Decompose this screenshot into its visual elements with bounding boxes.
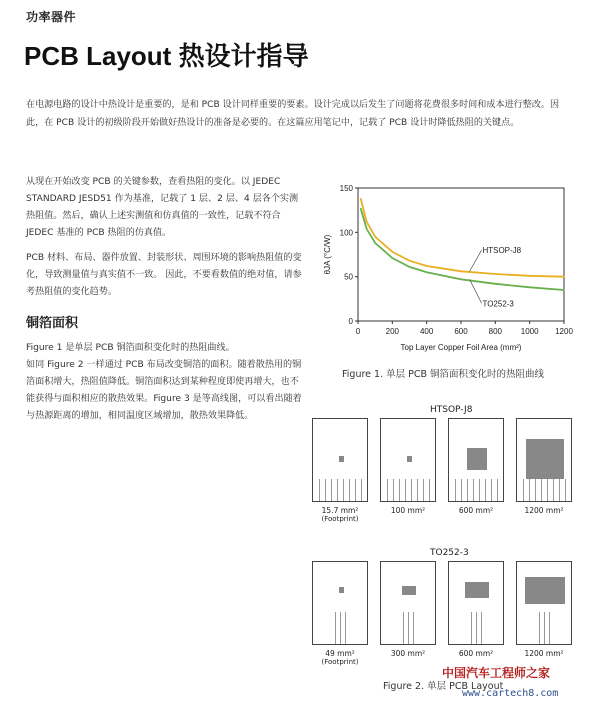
pcb-trace bbox=[403, 612, 404, 644]
series-label: HTSOP-J8 bbox=[482, 246, 522, 256]
body-text-column bbox=[26, 174, 304, 433]
pcb-trace bbox=[399, 479, 400, 501]
data-point bbox=[409, 260, 410, 261]
pcb-trace bbox=[467, 479, 468, 501]
y-tick-label: 50 bbox=[344, 272, 353, 282]
paragraph-3: Figure 1 是单层 PCB 铜箔面积变化时的热阻曲线。 bbox=[26, 343, 235, 353]
pcb-trace bbox=[335, 612, 336, 644]
y-tick-label: 100 bbox=[339, 228, 353, 238]
series-label-leader bbox=[470, 279, 482, 303]
copper-pad bbox=[339, 587, 344, 593]
pcb-trace bbox=[429, 479, 430, 501]
pcb-trace bbox=[491, 479, 492, 501]
layout-panel bbox=[516, 561, 572, 645]
pcb-trace bbox=[479, 479, 480, 501]
layout-panel bbox=[380, 561, 436, 645]
data-point bbox=[409, 266, 410, 267]
copper-pad bbox=[407, 456, 412, 462]
x-axis-label: Top Layer Copper Foil Area (mm²) bbox=[400, 343, 522, 352]
pcb-trace bbox=[461, 479, 462, 501]
pcb-trace bbox=[485, 479, 486, 501]
pcb-trace bbox=[553, 479, 554, 501]
layout-panel bbox=[312, 561, 368, 645]
y-tick-label: 0 bbox=[348, 317, 353, 326]
data-point bbox=[426, 265, 427, 266]
pcb-trace bbox=[361, 479, 362, 501]
paragraph-2: PCB 材料、布局、器件放置、封装形状、周围环境的影响热阻值的变化，导致测量值与真实值不一致。 因此，不要看数值的绝对值，请参考热阻值的变化趋势。 bbox=[26, 253, 302, 297]
x-tick-label: 800 bbox=[488, 327, 503, 336]
pcb-trace bbox=[408, 612, 409, 644]
copper-pad bbox=[525, 577, 565, 604]
panel-area-label: 600 mm² bbox=[458, 649, 494, 658]
data-point bbox=[426, 272, 427, 273]
data-point bbox=[495, 283, 496, 284]
category-label: 功率器件 bbox=[26, 10, 77, 24]
footprint-note: (Footprint) bbox=[321, 658, 359, 666]
pcb-trace bbox=[565, 479, 566, 501]
pcb-trace bbox=[559, 479, 560, 501]
data-point bbox=[529, 287, 530, 288]
layout-panel bbox=[448, 418, 504, 502]
pcb-trace bbox=[547, 479, 548, 501]
pcb-trace bbox=[473, 479, 474, 501]
pcb-trace bbox=[325, 479, 326, 501]
x-tick-label: 400 bbox=[419, 327, 434, 336]
pcb-trace bbox=[349, 479, 350, 501]
watermark-text: 中国汽车工程师之家 bbox=[442, 666, 551, 680]
pcb-trace bbox=[476, 612, 477, 644]
copper-pad bbox=[339, 456, 344, 462]
pcb-trace bbox=[413, 612, 414, 644]
x-tick-label: 600 bbox=[454, 327, 468, 336]
pcb-trace bbox=[523, 479, 524, 501]
series-line-2 bbox=[361, 208, 564, 290]
pcb-trace bbox=[387, 479, 388, 501]
copper-pad bbox=[467, 448, 487, 470]
data-point bbox=[375, 242, 376, 243]
layout-panel bbox=[312, 418, 368, 502]
pcb-trace bbox=[331, 479, 332, 501]
y-tick-label: 150 bbox=[339, 184, 353, 193]
pcb-trace bbox=[529, 479, 530, 501]
watermark-url: www.cartech8.com bbox=[462, 688, 559, 699]
figure2-caption: Figure 2. 单层 PCB Layout bbox=[383, 681, 504, 692]
paragraph-4: 如同 Figure 2 一样通过 PCB 布局改变铜箔的面积。随着散热用的铜箔面积增大，热阻值降低。铜箔面积达到某种程度即使再增大，也不能获得与面积相应的散热效果。Figure 3 是等高线图，可以看出随着与热源距离的增加，相同温度区域增加，散热效果降低。 bbox=[26, 360, 302, 421]
copper-pad bbox=[402, 586, 415, 595]
pcb-trace bbox=[471, 612, 472, 644]
panel-area-label: 300 mm² bbox=[390, 649, 426, 658]
series-line-1 bbox=[361, 199, 564, 277]
data-point bbox=[360, 208, 361, 209]
figure2-group-title: TO252-3 bbox=[430, 548, 469, 558]
page-title: PCB Layout 热设计指导 bbox=[24, 41, 309, 71]
copper-pad bbox=[465, 582, 489, 599]
data-point bbox=[392, 257, 393, 258]
pcb-trace bbox=[343, 479, 344, 501]
layout-panel bbox=[380, 418, 436, 502]
panel-area-label: 1200 mm² bbox=[524, 506, 564, 515]
chart-svg bbox=[318, 180, 580, 360]
figure2-group-title: HTSOP-J8 bbox=[430, 405, 473, 415]
section-title: 铜箔面积 bbox=[26, 316, 79, 331]
pcb-trace bbox=[539, 612, 540, 644]
data-point bbox=[529, 275, 530, 276]
figure1-caption: Figure 1. 单层 PCB 铜箔面积变化时的热阻曲线 bbox=[342, 369, 545, 380]
pcb-trace bbox=[393, 479, 394, 501]
pcb-trace bbox=[417, 479, 418, 501]
x-tick-label: 1200 bbox=[555, 327, 573, 336]
pcb-trace bbox=[423, 479, 424, 501]
x-tick-label: 1000 bbox=[520, 327, 539, 336]
data-point bbox=[563, 276, 564, 277]
data-point bbox=[460, 279, 461, 280]
panel-area-label: 49 mm² (Footprint) bbox=[310, 649, 370, 666]
pcb-trace bbox=[340, 612, 341, 644]
footprint-note: (Footprint) bbox=[321, 515, 359, 523]
panel-area-label: 100 mm² bbox=[390, 506, 426, 515]
pcb-trace bbox=[544, 612, 545, 644]
data-point bbox=[392, 251, 393, 252]
series-label: TO252-3 bbox=[482, 299, 514, 309]
data-point bbox=[563, 289, 564, 290]
pcb-trace bbox=[411, 479, 412, 501]
data-point bbox=[360, 198, 361, 199]
panel-area-label: 15.7 mm² (Footprint) bbox=[310, 506, 370, 523]
pcb-trace bbox=[535, 479, 536, 501]
series-label-leader bbox=[470, 250, 482, 271]
data-point bbox=[460, 271, 461, 272]
copper-pad bbox=[526, 439, 563, 480]
layout-panel bbox=[448, 561, 504, 645]
data-point bbox=[366, 221, 367, 222]
pcb-trace bbox=[405, 479, 406, 501]
data-point bbox=[375, 236, 376, 237]
x-tick-label: 0 bbox=[355, 327, 361, 336]
paragraph-1: 从现在开始改变 PCB 的关键参数，查看热阻的变化。以 JEDEC STANDARD JESD51 作为基准，记载了 1 层、2 层、4 层各个实测热阻值。然后，确认上述实测值和仿真值的一致性，记载不符合 JEDEC 基准的 PCB 热阻的仿真值。 bbox=[26, 177, 299, 238]
pcb-trace bbox=[455, 479, 456, 501]
pcb-trace bbox=[355, 479, 356, 501]
data-point bbox=[366, 228, 367, 229]
pcb-trace bbox=[497, 479, 498, 501]
layout-panel bbox=[516, 418, 572, 502]
panel-area-label: 600 mm² bbox=[458, 506, 494, 515]
intro-paragraph: 在电源电路的设计中热设计是重要的，是和 PCB 设计同样重要的要素。设计完成以后发生了问题将花费很多时间和成本进行整改。因此，在 PCB 设计的初级阶段开始做好热设计的准备是必要的。在这篇应用笔记中，记载了 PCB 设计时降低热阻的关键点。 bbox=[26, 100, 560, 128]
x-tick-label: 200 bbox=[385, 327, 400, 336]
pcb-trace bbox=[337, 479, 338, 501]
pcb-trace bbox=[345, 612, 346, 644]
pcb-trace bbox=[549, 612, 550, 644]
y-axis-label: θJA (°C/W) bbox=[323, 234, 332, 275]
pcb-trace bbox=[481, 612, 482, 644]
pcb-trace bbox=[541, 479, 542, 501]
figure1-chart bbox=[318, 180, 580, 380]
pcb-trace bbox=[319, 479, 320, 501]
panel-area-label: 1200 mm² bbox=[524, 649, 564, 658]
data-point bbox=[495, 273, 496, 274]
